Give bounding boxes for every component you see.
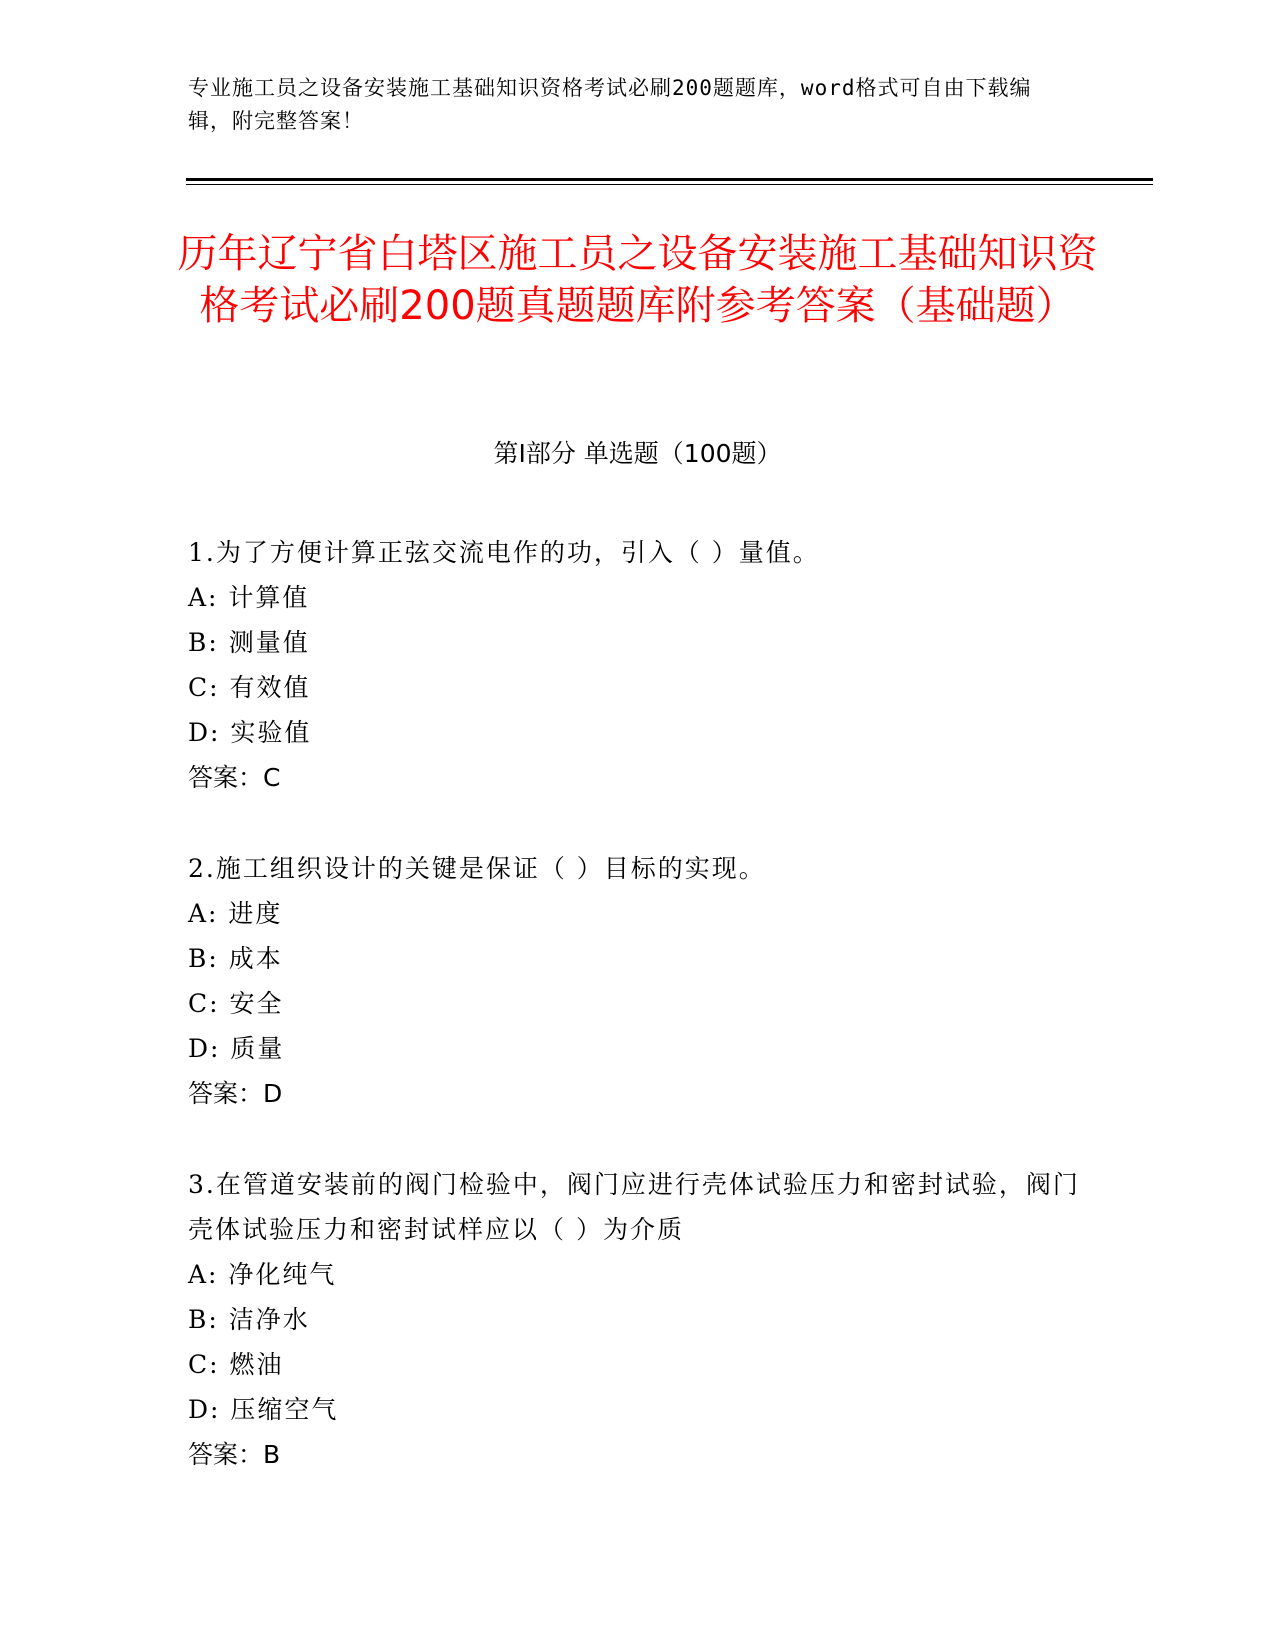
- option-a: A: 净化纯气: [188, 1260, 337, 1289]
- document-title: 历年辽宁省白塔区施工员之设备安装施工基础知识资格考试必刷200题真题题库附参考答案（基础题）: [177, 231, 1098, 329]
- question-item: [188, 530, 1088, 800]
- question-stem: 1.为了方便计算正弦交流电作的功，引入（ ）量值。: [188, 538, 820, 567]
- option-a: A: 进度: [188, 899, 283, 928]
- question-item: [188, 1162, 1088, 1477]
- option-d: D: 实验值: [188, 718, 312, 747]
- option-c: C: 安全: [188, 989, 284, 1018]
- question-stem: 3.在管道安装前的阀门检验中，阀门应进行壳体试验压力和密封试验，阀门壳体试验压力和密封试样应以（ ）为介质: [188, 1170, 1080, 1244]
- option-d: D: 压缩空气: [188, 1395, 339, 1424]
- option-b: B: 测量值: [188, 628, 310, 657]
- option-b: B: 洁净水: [188, 1305, 310, 1334]
- option-a: A: 计算值: [188, 583, 310, 612]
- question-stem: 2.施工组织设计的关键是保证（ ）目标的实现。: [188, 854, 766, 883]
- section-heading: 第Ⅰ部分 单选题（100题）: [493, 439, 782, 468]
- answer-line: 答案：C: [188, 763, 281, 792]
- option-b: B: 成本: [188, 944, 283, 973]
- question-list: [188, 530, 1088, 1523]
- option-d: D: 质量: [188, 1034, 285, 1063]
- header-divider-thick: [186, 178, 1153, 181]
- answer-line: 答案：D: [188, 1079, 283, 1108]
- question-item: [188, 846, 1088, 1116]
- header-divider-thin: [186, 184, 1153, 185]
- option-c: C: 燃油: [188, 1350, 284, 1379]
- option-c: C: 有效值: [188, 673, 311, 702]
- header-note: 专业施工员之设备安装施工基础知识资格考试必刷200题题库，word格式可自由下载编辑，附完整答案！: [188, 76, 1032, 133]
- answer-line: 答案：B: [188, 1440, 281, 1469]
